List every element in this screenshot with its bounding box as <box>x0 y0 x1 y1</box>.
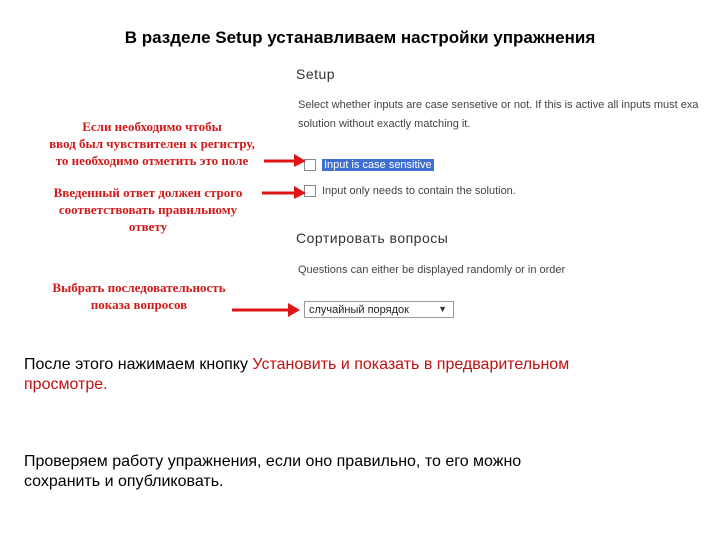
setup-description-line2: solution without exactly matching it. <box>298 118 471 130</box>
caret-down-icon: ▼ <box>438 304 447 314</box>
sort-order-value: случайный порядок <box>309 303 409 316</box>
setup-heading: Setup <box>296 66 336 82</box>
annotation-line: показа вопросов <box>90 297 188 312</box>
sort-description: Questions can either be displayed randomly or in order <box>298 264 566 276</box>
annotation-line: Если необходимо чтобы <box>82 119 222 134</box>
paragraph-text: После этого нажимаем кнопку <box>24 356 253 373</box>
annotation-line: ввод был чувствителен к регистру, <box>49 136 255 151</box>
setup-description-line1: Select whether inputs are case sensetive or not. If this is active all inputs must exa <box>298 99 699 111</box>
case-sensitive-row <box>304 159 434 171</box>
paragraph-text: сохранить и опубликовать. <box>24 473 224 490</box>
annotation-line: то необходимо отметить это поле <box>55 153 249 168</box>
annotation-line: Выбрать последовательность <box>52 280 226 295</box>
slide-title: В разделе Setup устанавливаем настройки упражнения <box>124 28 596 47</box>
annotation-question-order <box>24 279 254 313</box>
arrow-strict-icon <box>260 184 308 200</box>
setup-panel <box>288 58 699 328</box>
arrow-order-icon <box>230 302 302 318</box>
annotation-case-sensitive <box>22 118 282 169</box>
sort-order-select[interactable] <box>304 301 454 318</box>
annotation-line: ответу <box>128 219 168 234</box>
button-name-highlight: Установить и показать в предварительном <box>252 356 570 373</box>
annotation-strict-match <box>28 184 268 235</box>
paragraph-press-button <box>24 355 704 395</box>
arrow-case-icon <box>262 152 308 168</box>
case-sensitive-label[interactable]: Input is case sensitive <box>324 159 432 171</box>
annotation-line: Введенный ответ должен строго <box>53 185 243 200</box>
sort-heading: Сортировать вопросы <box>296 230 449 246</box>
paragraph-text: Проверяем работу упражнения, если оно правильно, то его можно <box>24 453 522 470</box>
button-name-highlight-cont: просмотре. <box>24 376 108 393</box>
contain-solution-label[interactable]: Input only needs to contain the solution. <box>322 185 516 197</box>
contain-solution-row <box>304 185 516 197</box>
annotation-line: соответствовать правильному <box>58 202 238 217</box>
paragraph-check-save <box>24 452 704 492</box>
